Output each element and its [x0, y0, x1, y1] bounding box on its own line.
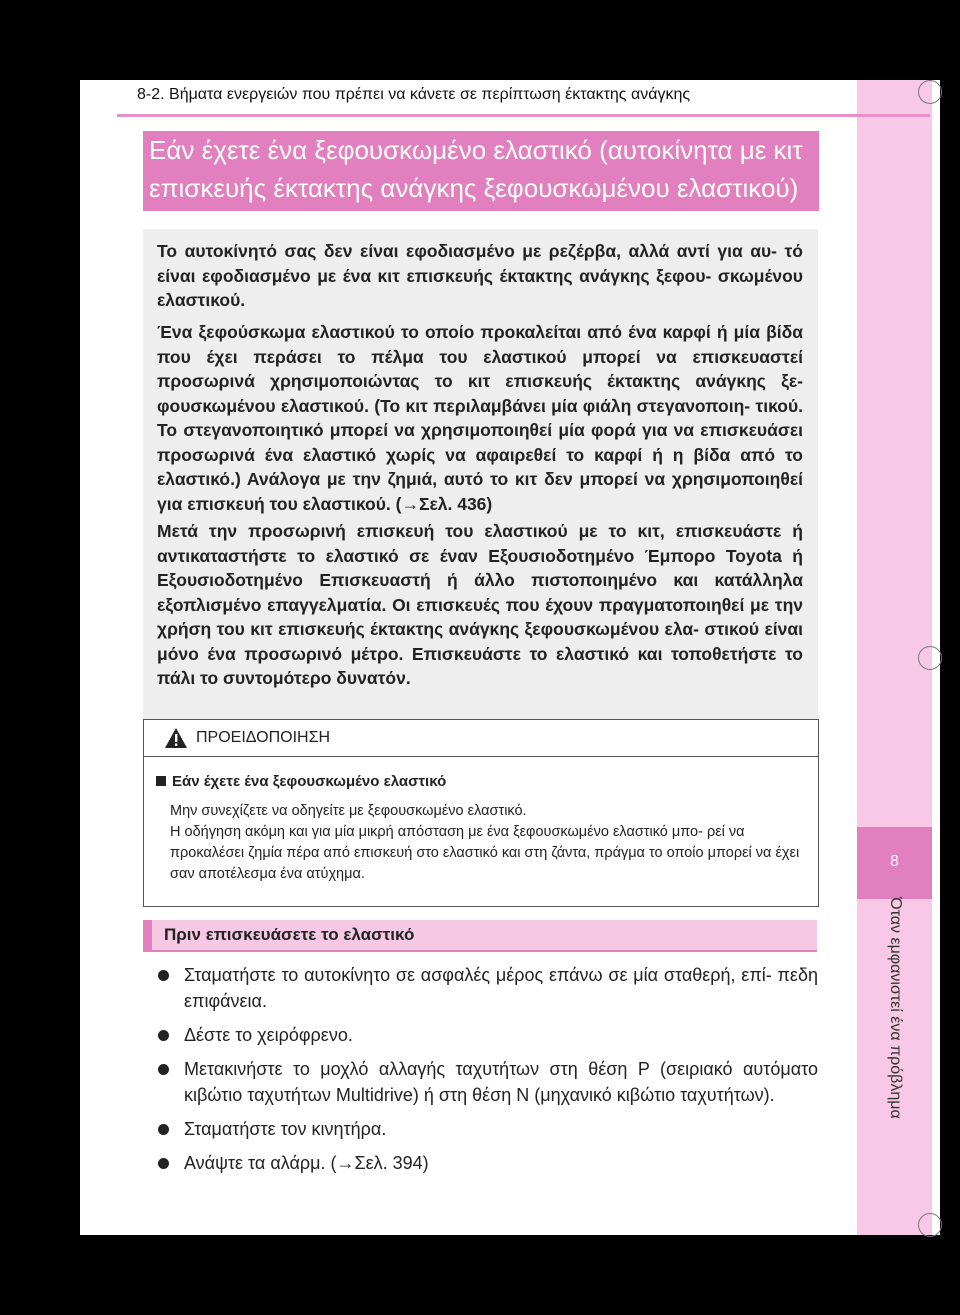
page-title-box [143, 131, 819, 211]
warning-header [144, 720, 818, 757]
chapter-tab[interactable] [857, 827, 932, 899]
manual-page [80, 80, 940, 1235]
list-item: Σταματήστε το αυτοκίνητο σε ασφαλές μέρος επάνω σε μία σταθερή, επί- πεδη επιφάνεια. [158, 962, 818, 1014]
warning-line-2: Η οδήγηση ακόμη και για μία μικρή απόσταση με ένα ξεφουσκωμένο ελαστικό μπο- ρεί να προκαλέσει ζημία πέρα από επισκευή στο ελαστικό και στη ζάντα, πράγμα το οποίο μπορεί να έχει σαν αποτέλεσμα ένα ατύχημα. [170, 824, 800, 882]
warning-box [143, 719, 819, 907]
section-heading [143, 920, 817, 952]
warning-label: ΠΡΟΕΙΔΟΠΟΙΗΣΗ [196, 729, 331, 746]
registration-mark-icon [918, 80, 942, 104]
intro-paragraph-3: Μετά την προσωρινή επισκευή του ελαστικού με το κιτ, επισκευάστε ή αντικαταστήστε το ελαστικό σε έναν Εξουσιοδοτημένο Έμπορο Toyota ή Εξουσιοδοτημένο Επισκευαστή ή άλλο πιστοποιημένο και κατάλληλα εξοπλισμένο επαγγελματία. Οι επισκευές που έχουν πραγματοποιηθεί με την χρήση του κιτ επισκευής έκτακτης ανάγκης ξεφουσκωμένου ελα- στικού είναι μόνο ένα προσωρινό μέτρο. Επισκευάστε το ελαστικό και τοποθετήστε το πάλι το συντομότερο δυνατόν. [157, 521, 803, 688]
page-header: 8-2. Βήματα ενεργειών που πρέπει να κάνετε σε περίπτωση έκτακτης ανάγκης [137, 86, 691, 103]
header-divider [117, 114, 930, 117]
warning-line-1: Μην συνεχίζετε να οδηγείτε με ξεφουσκωμένο ελαστικό. [170, 803, 527, 819]
warning-subtitle: Εάν έχετε ένα ξεφουσκωμένο ελαστικό [156, 773, 446, 790]
registration-mark-icon [918, 646, 942, 670]
intro-box [143, 229, 818, 774]
list-item: Μετακινήστε το μοχλό αλλαγής ταχυτήτων στη θέση P (σειριακό αυτόματο κιβώτιο ταχυτήτων Multidrive) ή στη θέση N (μηχανικό κιβώτιο ταχυτήτων). [158, 1056, 818, 1108]
chapter-label: Όταν εμφανιστεί ένα πρόβλημα [887, 897, 904, 1119]
warning-text [170, 801, 810, 885]
square-bullet-icon [156, 776, 166, 786]
page-title-line-1: Εάν έχετε ένα ξεφουσκωμένο ελαστικό (αυτοκίνητα με κιτ [149, 135, 803, 165]
intro-paragraph-2: Ένα ξεφούσκωμα ελαστικού το οποίο προκαλείται από ένα καρφί ή μία βίδα που έχει περάσει το πέλμα του ελαστικού μπορεί να επισκευαστεί προσωρινά χρησιμοποιώντας το κιτ επισκευής έκτακτης ανάγκης ξε- φουσκωμένου ελαστικού. (Το κιτ περιλαμβάνει μία φιάλη στεγανοποιη- τικού. Το στεγανοποιητικό μπορεί να χρησιμοποιηθεί μία φορά για να επισκευάσει προσωρινά ένα ελαστικό χωρίς να αφαιρεθεί το καρφί ή η βίδα από το ελαστικό.) Ανάλογα με την ζημιά, αυτό το κιτ δεν μπορεί να χρησιμοποιηθεί για επισκευή του ελαστικού. (→Σελ. 436) [157, 322, 803, 514]
steps-list [158, 962, 818, 1184]
list-item: Δέστε το χειρόφρενο. [158, 1022, 818, 1048]
warning-triangle-icon [164, 727, 188, 749]
list-item: Ανάψτε τα αλάρμ. (→Σελ. 394) [158, 1150, 818, 1176]
intro-paragraph-1: Το αυτοκίνητό σας δεν είναι εφοδιασμένο με ρεζέρβα, αλλά αντί για αυ- τό είναι εφοδιασμένο με ένα κιτ επισκευής έκτακτης ανάγκης ξεφου- σκωμένου ελαστικού. [157, 241, 803, 310]
section-title: Πριν επισκευάσετε το ελαστικό [164, 925, 415, 944]
registration-mark-icon [918, 1213, 942, 1237]
list-item: Σταματήστε τον κινητήρα. [158, 1116, 818, 1142]
page-title-line-2: επισκευής έκτακτης ανάγκης ξεφουσκωμένου ελαστικού) [149, 173, 799, 203]
chapter-number: 8 [890, 853, 899, 870]
